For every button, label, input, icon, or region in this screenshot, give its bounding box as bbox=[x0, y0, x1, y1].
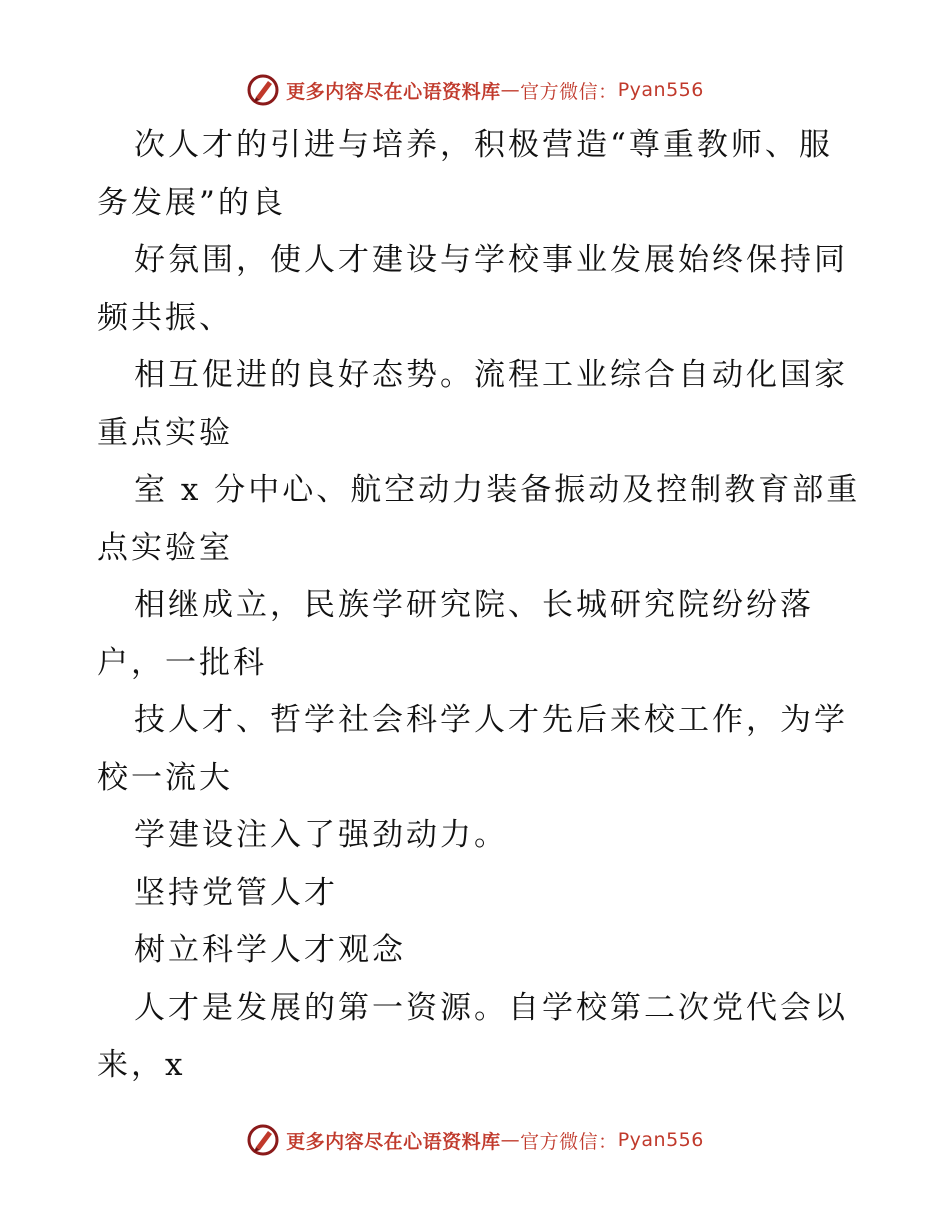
footer-wechat-id: Pyan556 bbox=[617, 1129, 704, 1151]
body-line-2: 务发展”的良 bbox=[97, 184, 286, 221]
footer-banner bbox=[0, 1120, 950, 1160]
pen-logo-icon bbox=[246, 1123, 280, 1157]
footer-wechat-label: 官方微信： bbox=[520, 1130, 618, 1153]
document-body bbox=[97, 117, 861, 1095]
body-line-12: 校一流大 bbox=[97, 759, 233, 796]
body-line-5: 相互促进的良好态势。流程工业综合自动化国家 bbox=[134, 357, 848, 393]
body-line-16: 人才是发展的第一资源。自学校第二次党代会以 bbox=[134, 989, 848, 1026]
footer-brand-text: 更多内容尽在心语资料库 bbox=[286, 1130, 501, 1153]
body-line-6: 重点实验 bbox=[97, 414, 233, 451]
body-line-13: 学建设注入了强劲动力。 bbox=[134, 817, 508, 853]
body-line-17: 来，x bbox=[97, 1047, 186, 1083]
body-line-7: 室 x 分中心、航空动力装备振动及控制教育部重 bbox=[134, 472, 861, 508]
footer-dash: — bbox=[500, 1129, 521, 1151]
body-line-3: 好氛围，使人才建设与学校事业发展始终保持同 bbox=[134, 242, 848, 278]
section-heading-2: 树立科学人才观念 bbox=[134, 932, 406, 968]
pen-logo-icon bbox=[246, 73, 280, 107]
header-banner bbox=[0, 70, 950, 110]
section-heading-1: 坚持党管人才 bbox=[134, 874, 338, 911]
body-line-11: 技人才、哲学社会科学人才先后来校工作，为学 bbox=[134, 702, 848, 738]
footer-text bbox=[286, 1127, 704, 1154]
header-wechat-label: 官方微信： bbox=[520, 80, 618, 103]
body-line-1: 次人才的引进与培养，积极营造“尊重教师、服 bbox=[134, 127, 833, 163]
header-wechat-id: Pyan556 bbox=[617, 79, 704, 101]
body-line-9: 相继成立，民族学研究院、长城研究院纷纷落 bbox=[134, 587, 814, 623]
header-brand-text: 更多内容尽在心语资料库 bbox=[286, 80, 501, 103]
header-dash: — bbox=[500, 79, 521, 101]
body-line-4: 频共振、 bbox=[97, 299, 233, 336]
body-line-10: 户，一批科 bbox=[97, 644, 267, 681]
header-text bbox=[286, 77, 704, 104]
body-line-8: 点实验室 bbox=[97, 529, 233, 566]
